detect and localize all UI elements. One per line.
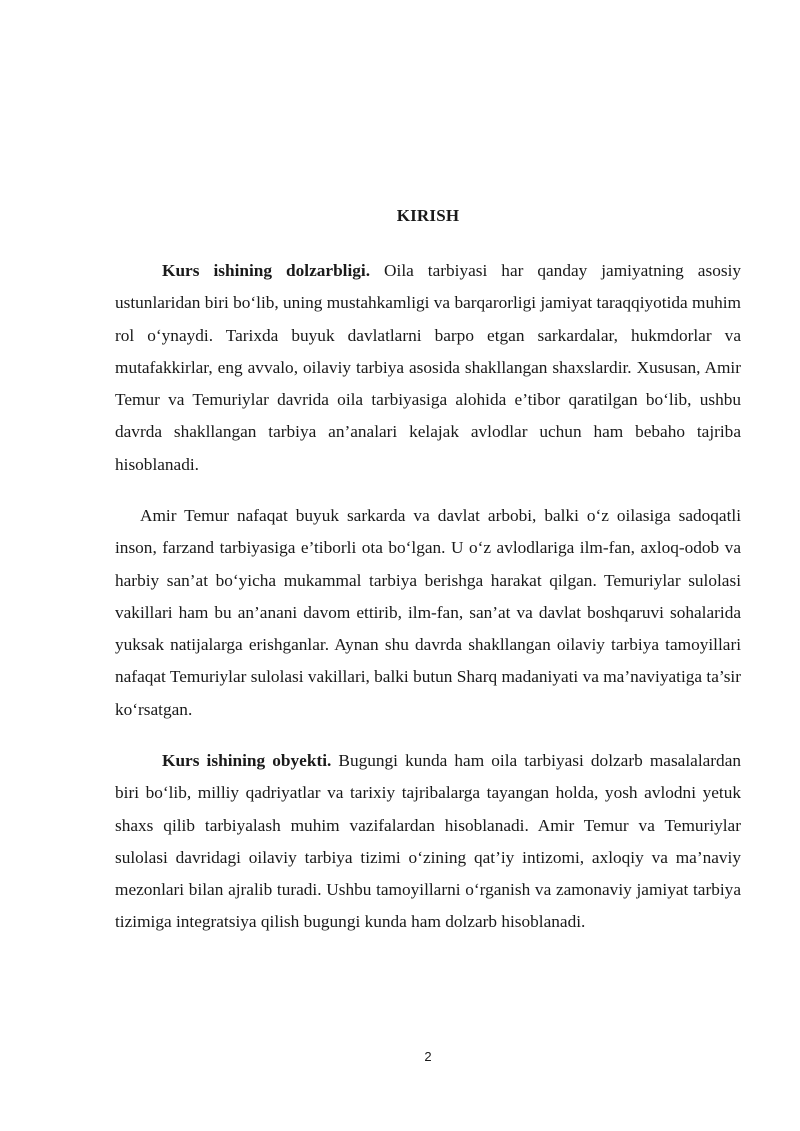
- paragraph-amir-temur: [115, 500, 741, 726]
- section-heading: KIRISH: [396, 206, 460, 225]
- paragraph-text-relevance: Oila tarbiyasi har qanday jamiyatning asosiy ustunlaridan biri bo‘lib, uning mustahkamligi va barqarorligi jamiyat taraqqiyotida muhim rol o‘ynaydi. Tarixda buyuk davlatlarni barpo etgan sarkardalar, hukmdorlar va mutafakkirlar, eng avvalo, oilaviy tarbiya asosida shakllangan shaxslardir. Xususan, Amir Temur va Temuriylar davrida oila tarbiyasiga alohida e’tibor qaratilgan bo‘lib, ushbu davrda shakllangan tarbiya an’analari kelajak avlodlar uchun ham bebaho tajriba hisoblanadi.: [115, 261, 742, 474]
- paragraph-object: [115, 745, 741, 939]
- page-number: 2: [424, 1049, 432, 1064]
- paragraph-text-amir-temur: Amir Temur nafaqat buyuk sarkarda va davlat arbobi, balki o‘z oilasiga sadoqatli inson, farzand tarbiyasiga e’tiborli ota bo‘lgan. U o‘z avlodlariga ilm-fan, axloq-odob va harbiy san’at bo‘yicha mukammal tarbiya berishga harakat qilgan. Temuriylar sulolasi vakillari ham bu an’anani davom ettirib, ilm-fan, san’at va davlat boshqaruvi sohalarida yuksak natijalarga erishganlar. Aynan shu davrda shakllangan oilaviy tarbiya tamoyillari nafaqat Temuriylar sulolasi vakillari, balki butun Sharq madaniyati va ma’naviyatiga ta’sir ko‘rsatgan.: [115, 506, 741, 719]
- paragraph-lead-relevance: Kurs ishining dolzarbligi.: [162, 261, 371, 280]
- paragraph-text-object: Bugungi kunda ham oila tarbiyasi dolzarb masalalardan biri bo‘lib, milliy qadriyatlar va tarixiy tajribalarga tayangan holda, yosh avlodni yetuk shaxs qilib tarbiyalash muhim vazifalardan hisoblanadi. Amir Temur va Temuriylar sulolasi davridagi oilaviy tarbiya tizimi o‘zining qat’iy intizomi, axloqiy va ma’naviy mezonlari bilan ajralib turadi. Ushbu tamoyillarni o‘rganish va zamonaviy jamiyat tarbiya tizimiga integratsiya qilish bugungi kunda ham dolzarb hisoblanadi.: [115, 751, 741, 932]
- paragraph-lead-object: Kurs ishining obyekti.: [162, 751, 332, 770]
- paragraph-relevance: [115, 255, 741, 481]
